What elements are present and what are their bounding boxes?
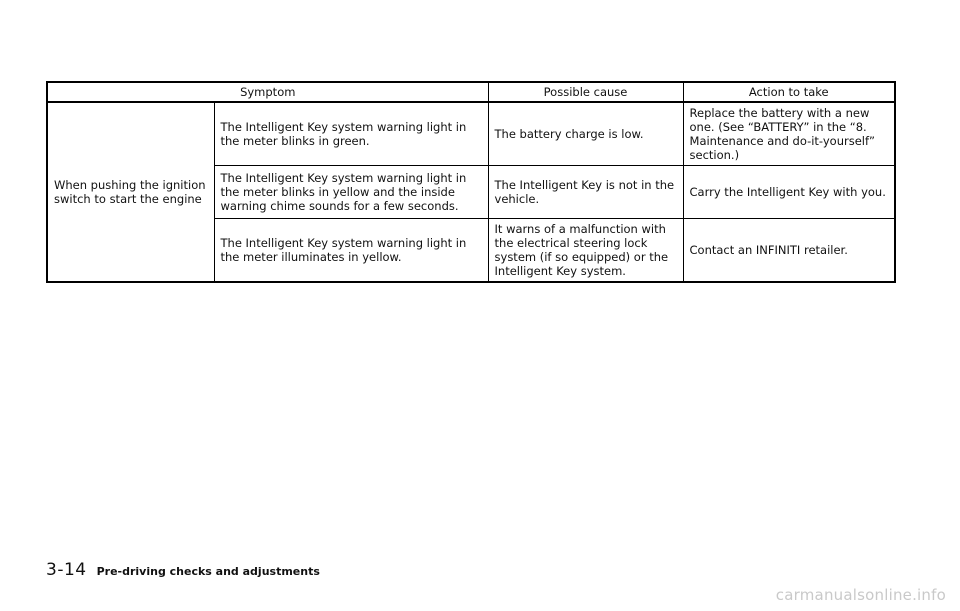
table-header-row [47, 82, 895, 102]
cause-cell: The Intelligent Key is not in the vehicle. [488, 166, 683, 219]
action-cell: Replace the battery with a new one. (See “BATTERY” in the “8. Maintenance and do-it-yourself” section.) [683, 102, 895, 166]
watermark: carmanualsonline.info [775, 586, 946, 604]
condition-cell: The Intelligent Key system warning light in the meter blinks in green. [214, 102, 488, 166]
action-cell: Carry the Intelligent Key with you. [683, 166, 895, 219]
header-action-to-take: Action to take [683, 82, 895, 102]
page-number: 3-14 [46, 560, 87, 580]
cause-cell: It warns of a malfunction with the electrical steering lock system (if so equipped) or the Intelligent Key system. [488, 219, 683, 283]
header-possible-cause: Possible cause [488, 82, 683, 102]
page-footer [46, 560, 320, 580]
situation-cell: When pushing the ignition switch to start the engine [47, 102, 214, 282]
condition-cell: The Intelligent Key system warning light in the meter blinks in yellow and the inside warning chime sounds for a few seconds. [214, 166, 488, 219]
condition-cell: The Intelligent Key system warning light in the meter illuminates in yellow. [214, 219, 488, 283]
cause-cell: The battery charge is low. [488, 102, 683, 166]
action-cell: Contact an INFINITI retailer. [683, 219, 895, 283]
table-row [47, 102, 895, 166]
header-symptom: Symptom [47, 82, 488, 102]
section-title: Pre-driving checks and adjustments [96, 565, 320, 578]
symptom-table [46, 81, 896, 283]
